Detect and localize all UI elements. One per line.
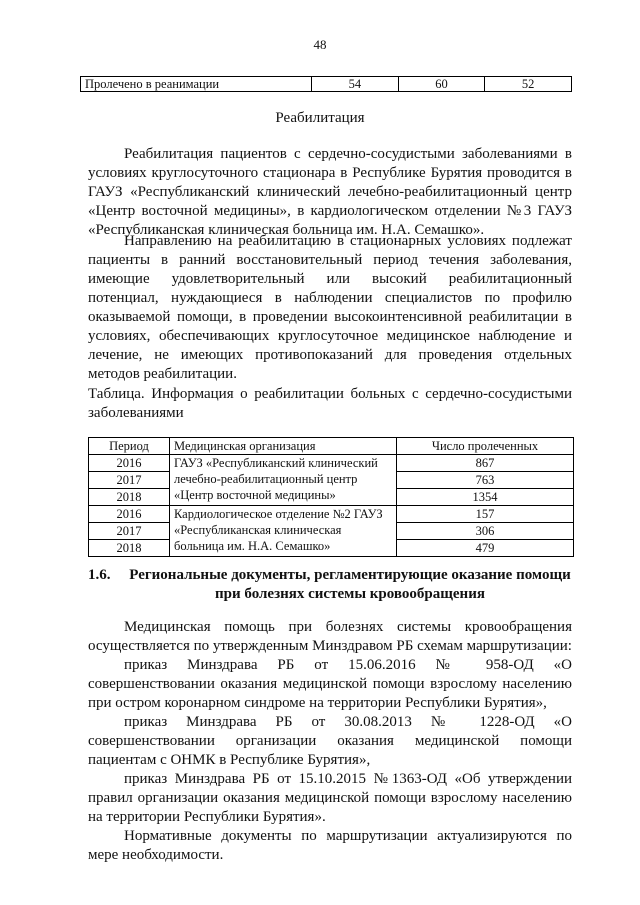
- paragraph: Медицинская помощь при болезнях системы кровообращения осуществляется по утвержденным Минздравом РБ схемам маршрутизации:: [88, 619, 572, 654]
- section-heading: Реабилитация: [275, 110, 365, 126]
- period-cell: 2016: [89, 506, 170, 523]
- table-caption: Таблица. Информация о реабилитации больных с сердечно-сосудистыми заболеваниями: [88, 386, 572, 421]
- count-cell: 157: [397, 506, 574, 523]
- period-cell: 2018: [89, 489, 170, 506]
- paragraph: Нормативные документы по маршрутизации актуализируются по мере необходимости.: [88, 828, 572, 863]
- value-cell: 60: [398, 77, 485, 92]
- rehabilitation-table: [88, 437, 574, 557]
- order-item: приказ Минздрава РБ от 30.08.2013 № 1228-ОД «О совершенствовании организации оказания медицинской помощи пациентам с ОНМК в Республике Бурятия»,: [88, 714, 572, 768]
- organization-cell: ГАУЗ «Республиканский клинический лечебно-реабилитационный центр «Центр восточной медицины»: [170, 455, 397, 506]
- table-row: [89, 506, 574, 523]
- section-title: [88, 566, 574, 604]
- count-cell: 1354: [397, 489, 574, 506]
- table-row: [89, 455, 574, 472]
- column-header: Медицинская организация: [170, 438, 397, 455]
- value-cell: 54: [312, 77, 399, 92]
- section-number: 1.6.: [88, 567, 111, 583]
- organization-cell: Кардиологическое отделение №2 ГАУЗ «Республиканская клиническая больница им. Н.А. Семашко»: [170, 506, 397, 557]
- column-header: Число пролеченных: [397, 438, 574, 455]
- paragraph: Реабилитация пациентов с сердечно-сосудистыми заболеваниями в условиях круглосуточного стационара в Республике Бурятия проводится в ГАУЗ «Республиканский клинический лечебно-реабилитационный центр «Центр восточной медицины», в кардиологическом отделении №3 ГАУЗ «Республиканская клиническая больница им. Н.А. Семашко».: [88, 146, 572, 238]
- reanimation-table: [80, 76, 572, 92]
- value-cell: 52: [485, 77, 572, 92]
- paragraph: Направлению на реабилитацию в стационарных условиях подлежат пациенты в ранний восстановительный период течения заболевания, имеющие удовлетворительный или высокий реабилитационный потенциал, нуждающиеся в наблюдении специалистов по профилю оказываемой помощи, в проведении высокоинтенсивной реабилитации в условиях, обеспечивающих круглосуточное медицинское наблюдение и лечение, не имеющих противопоказаний для проведения отдельных методов реабилитации.: [88, 233, 572, 382]
- order-item: приказ Минздрава РБ от 15.10.2015 №1363-ОД «Об утверждении правил организации оказания медицинской помощи взрослому населению на территории Республики Бурятия».: [88, 771, 572, 825]
- page-number: 48: [313, 37, 327, 52]
- period-cell: 2016: [89, 455, 170, 472]
- order-item: приказ Минздрава РБ от 15.06.2016 № 958-ОД «О совершенствовании оказания медицинской помощи взрослому населению при остром коронарном синдроме на территории Республики Бурятия»,: [88, 657, 572, 711]
- table-row: [81, 77, 572, 92]
- column-header: Период: [89, 438, 170, 455]
- count-cell: 479: [397, 540, 574, 557]
- count-cell: 867: [397, 455, 574, 472]
- count-cell: 763: [397, 472, 574, 489]
- section-title-text: Региональные документы, регламентирующие оказание помощи при болезнях системы кровообращения: [129, 567, 571, 602]
- table-header-row: [89, 438, 574, 455]
- count-cell: 306: [397, 523, 574, 540]
- row-label: Пролечено в реанимации: [81, 77, 312, 92]
- period-cell: 2017: [89, 472, 170, 489]
- period-cell: 2018: [89, 540, 170, 557]
- period-cell: 2017: [89, 523, 170, 540]
